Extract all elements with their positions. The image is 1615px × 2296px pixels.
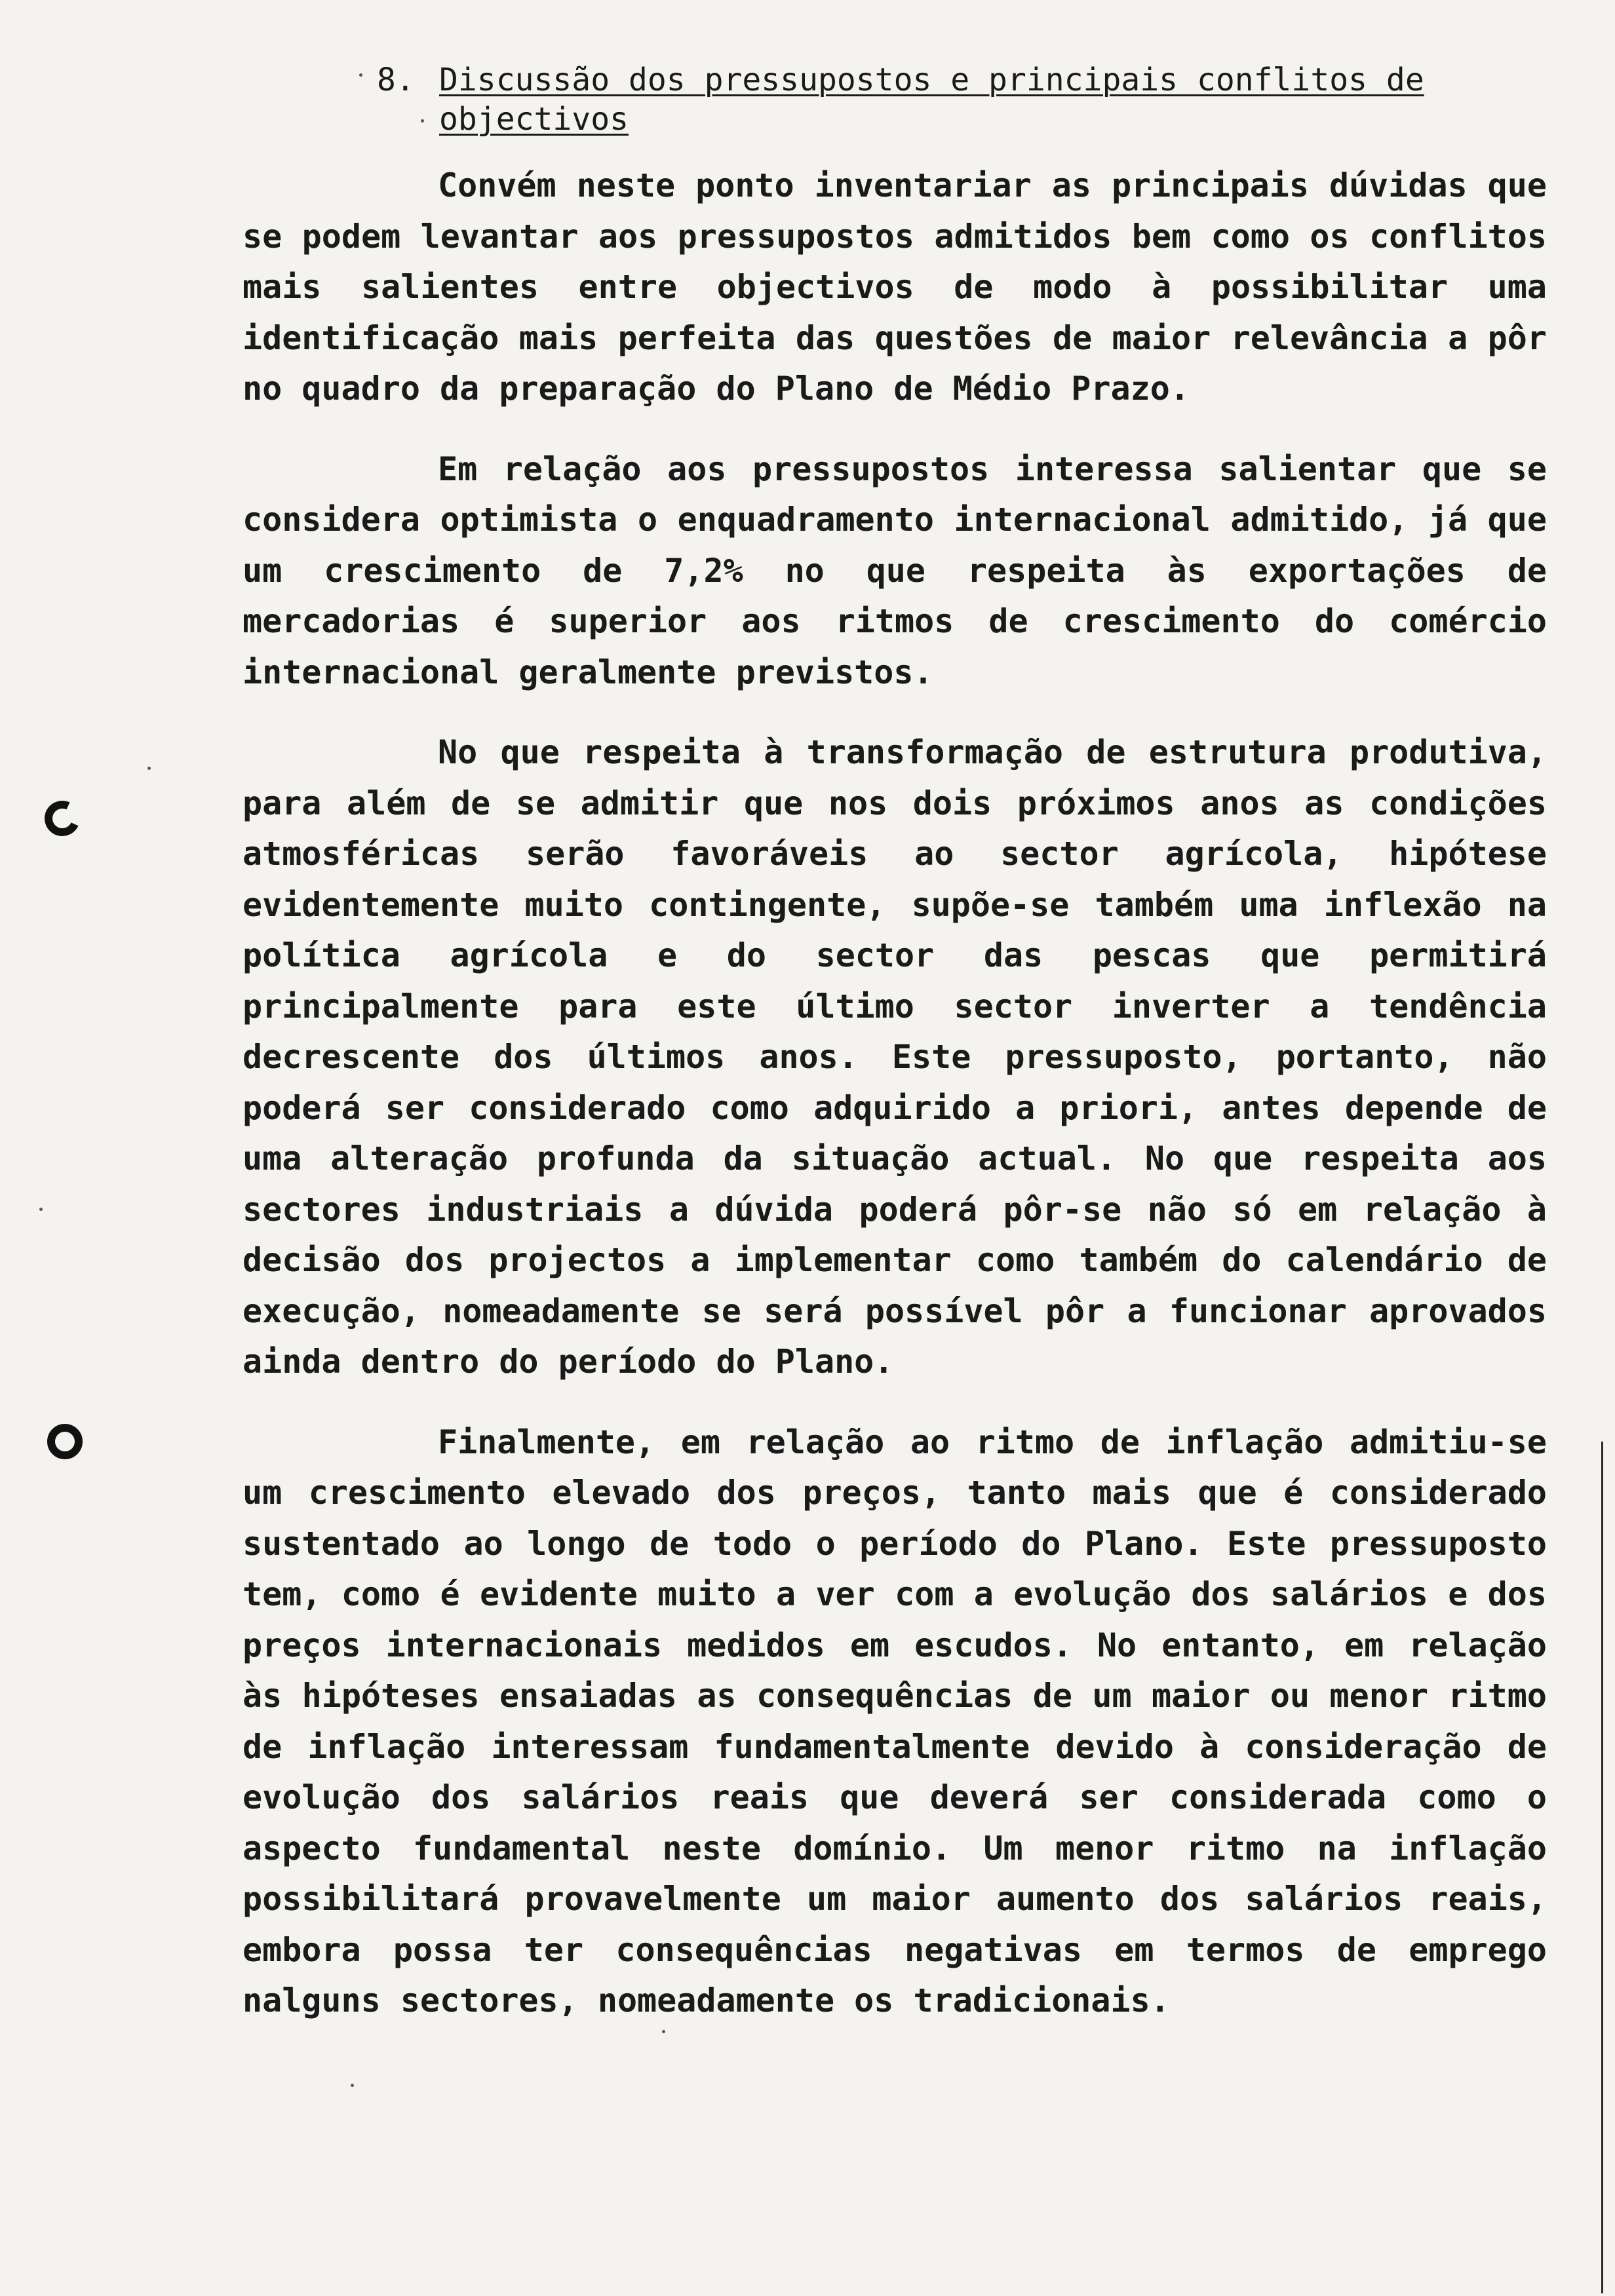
scan-speck (359, 73, 362, 77)
paragraph-4: Finalmente, em relação ao ritmo de inflação admitiu-se um crescimento elevado dos preços, tanto mais que é considerado sustentado ao longo de todo o período do Plano. Este pressuposto tem, como é evidente muito a ver com a evolução dos salários e dos preços internacionais medidos em escudos. No entanto, em relação às hipóteses ensaiadas as consequências de um maior ou menor ritmo de inflação interessam fundamentalmente devido à consideração de evolução dos salários reais que deverá ser considerada como o aspecto fundamental neste domínio. Um menor ritmo na inflação possibilitará provavelmente um maior aumento dos salários reais, embora possa ter consequências negativas em termos de emprego nalguns sectores, nomeadamente os tradicionais. (243, 1423, 1547, 2019)
paragraph-1: Convém neste ponto inventariar as principais dúvidas que se podem levantar aos pressupostos admitidos bem como os conflitos mais salientes entre objectivos de modo à possibilitar uma identificação mais perfeita das questões de maior relevância a pôr no quadro da preparação do Plano de Médio Prazo. (243, 166, 1547, 408)
punch-hole-mark (47, 1424, 83, 1459)
scan-speck (421, 119, 424, 123)
paragraph-2: Em relação aos pressupostos interessa salientar que se considera optimista o enquadramento internacional admitido, já que um crescimento de 7,2% no que respeita às exportações de mercadorias é superior aos ritmos de crescimento do comércio internacional geralmente previstos. (243, 450, 1547, 691)
scan-speck (147, 767, 151, 770)
section-title: Discussão dos pressupostos e principais conflitos de objectivos (439, 62, 1424, 138)
paragraph-3: No que respeita à transformação de estrutura produtiva, para além de se admitir que nos dois próximos anos as condições atmosféricas serão favoráveis ao sector agrícola, hipótese evidentemente muito contingente, supõe-se também uma inflexão na política agrícola e do sector das pescas que permitirá principalmente para este último sector inverter a tendência decrescente dos últimos anos. Este pressuposto, portanto, não poderá ser considerado como adquirido a priori, antes depende de uma alteração profunda da situação actual. No que respeita aos sectores industriais a dúvida poderá pôr-se não só em relação à decisão dos projectos a implementar como também do calendário de execução, nomeadamente se será possível pôr a funcionar aprovados ainda dentro do período do Plano. (243, 733, 1547, 1381)
punch-hole-mark (39, 795, 85, 841)
section-heading (377, 60, 1491, 139)
scan-speck (39, 1208, 43, 1211)
section-body (243, 161, 1547, 2056)
scan-speck (662, 2030, 665, 2033)
page-edge-line (1601, 1442, 1603, 2293)
section-number: 8. (377, 62, 415, 98)
scan-speck (351, 2084, 354, 2087)
